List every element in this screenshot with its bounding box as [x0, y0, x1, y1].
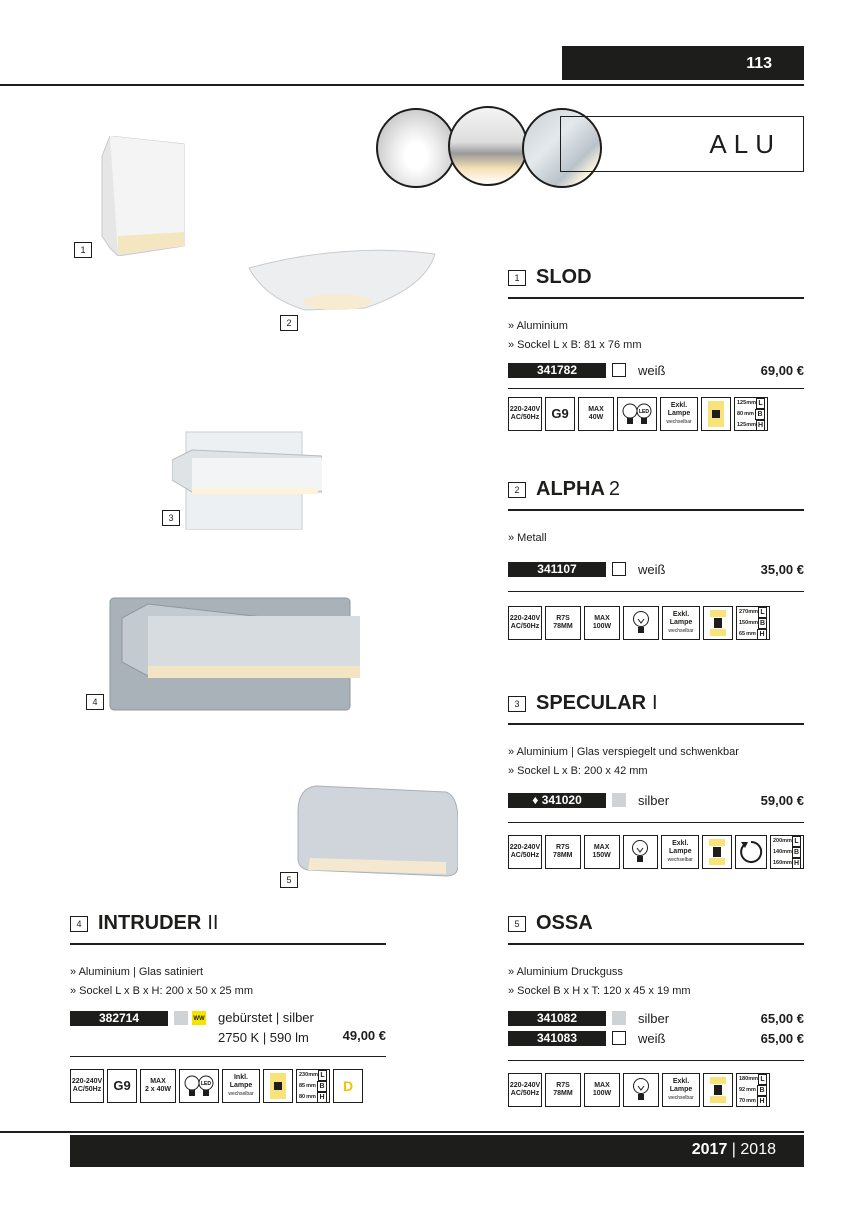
product-title	[508, 912, 804, 935]
divider	[508, 591, 804, 593]
article-code: 341083	[508, 1031, 606, 1046]
feature: » Sockel L x B: 81 x 76 mm	[508, 338, 642, 351]
voltage-icon: 220-240V AC/50Hz	[508, 835, 542, 869]
dimensions-icon: 125 mm L 80 mm B 125 mm H	[734, 397, 768, 431]
feature: » Aluminium | Glas satiniert	[70, 965, 204, 978]
spec-icons	[508, 1073, 804, 1107]
product-image-specular	[172, 420, 322, 530]
spec-icons	[70, 1069, 386, 1103]
warm-white-badge: WW	[192, 1011, 206, 1025]
article-code: 341107	[508, 562, 606, 577]
feature: » Aluminium Druckguss	[508, 965, 623, 978]
product-image-slod	[88, 136, 192, 256]
product-name: SPECULAR	[536, 692, 647, 714]
color-swatch-silver	[612, 793, 626, 807]
page-number: 113	[562, 46, 804, 80]
material-swatch-white	[376, 108, 456, 188]
dimensions-icon: 200 mm L 140 mm B 160 mm H	[770, 835, 804, 869]
divider	[508, 1060, 804, 1062]
variant-row	[508, 1031, 804, 1046]
product-number: 1	[508, 270, 526, 286]
feature: » Sockel B x H x T: 120 x 45 x 19 mm	[508, 984, 691, 997]
divider	[508, 943, 804, 945]
product-title	[70, 912, 386, 935]
voltage-icon: 220-240V AC/50Hz	[508, 606, 542, 640]
exkl-lamp-icon: Exkl. Lampe wechselbar	[660, 397, 698, 431]
color-swatch-white	[612, 363, 626, 377]
bottom-divider	[0, 1131, 804, 1133]
product-slod	[508, 266, 804, 431]
led-bulb-icon	[179, 1069, 219, 1103]
product-name: ALPHA	[536, 478, 605, 500]
product-suffix: I	[652, 692, 658, 714]
socket-icon: G9	[107, 1069, 137, 1103]
socket-icon: R7S 78MM	[545, 1073, 581, 1107]
max-watt-icon: MAX 100W	[584, 1073, 620, 1107]
product-number: 2	[508, 482, 526, 498]
price: 65,00 €	[760, 1010, 804, 1026]
led-bulb-icon	[617, 397, 657, 431]
feature: » Aluminium | Glas verspiegelt und schwenkbar	[508, 745, 739, 758]
dimensions-icon: 180 mm L 92 mm B 70 mm H	[736, 1073, 770, 1107]
exkl-lamp-icon: Exkl. Lampe wechselbar	[662, 606, 700, 640]
feature-list	[70, 963, 386, 1001]
light-direction-icon	[702, 835, 732, 869]
color-name: weiß	[638, 561, 666, 577]
color-swatch-silver	[612, 1011, 626, 1025]
color-name: weiß	[638, 1030, 666, 1046]
light-direction-icon	[263, 1069, 293, 1103]
divider	[508, 822, 804, 824]
image-label-5: 5	[280, 872, 298, 888]
product-name: SLOD	[536, 266, 592, 288]
category-title: ALU	[560, 116, 804, 172]
socket-icon: R7S 78MM	[545, 835, 581, 869]
bulb-icon	[623, 606, 659, 640]
price: 49,00 €	[342, 1027, 386, 1043]
feature-list	[508, 529, 804, 548]
product-specular	[508, 692, 804, 869]
exkl-lamp-icon: Exkl. Lampe wechselbar	[661, 835, 699, 869]
color-name: weiß	[638, 362, 666, 378]
spec-icons	[508, 397, 804, 431]
max-watt-icon: MAX 2 x 40W	[140, 1069, 176, 1103]
article-code: 341082	[508, 1011, 606, 1026]
voltage-icon: 220-240V AC/50Hz	[508, 1073, 542, 1107]
exkl-lamp-icon: Exkl. Lampe wechselbar	[662, 1073, 700, 1107]
product-number: 3	[508, 696, 526, 712]
svg-text:LED: LED	[201, 1081, 211, 1087]
article-code: 341782	[508, 363, 606, 378]
divider	[508, 723, 804, 725]
dimensions-icon: 270 mm L 150 mm B 65 mm H	[736, 606, 770, 640]
image-label-2: 2	[280, 315, 298, 331]
article-code: ♦ 341020	[508, 793, 606, 808]
energy-class-icon: D	[333, 1069, 363, 1103]
color-swatch-white	[612, 1031, 626, 1045]
product-name: OSSA	[536, 912, 593, 934]
dimensions-icon: 230 mm L 85 mm B 80 mm H	[296, 1069, 330, 1103]
product-title	[508, 266, 804, 289]
image-label-1: 1	[74, 242, 92, 258]
price: 35,00 €	[760, 561, 804, 577]
price: 59,00 €	[760, 792, 804, 808]
feature-list	[508, 963, 804, 1001]
divider	[508, 297, 804, 299]
max-watt-icon: MAX 100W	[584, 606, 620, 640]
spec-icons	[508, 606, 804, 640]
feature-list	[508, 743, 804, 781]
color-swatch-silver	[174, 1011, 188, 1025]
light-direction-icon	[703, 1073, 733, 1107]
feature: » Aluminium	[508, 319, 568, 332]
voltage-icon: 220-240V AC/50Hz	[508, 397, 542, 431]
light-direction-icon	[701, 397, 731, 431]
socket-icon: R7S 78MM	[545, 606, 581, 640]
product-suffix: II	[207, 912, 219, 934]
feature: » Metall	[508, 531, 547, 544]
socket-icon: G9	[545, 397, 575, 431]
divider	[70, 1056, 386, 1058]
voltage-icon: 220-240V AC/50Hz	[70, 1069, 104, 1103]
inkl-lamp-icon: Inkl. Lampe wechselbar	[222, 1069, 260, 1103]
color-name: silber	[638, 1010, 670, 1026]
product-title	[508, 692, 804, 715]
color-name: silber	[638, 792, 670, 808]
product-image-intruder	[104, 596, 360, 712]
price: 65,00 €	[760, 1030, 804, 1046]
product-intruder	[70, 912, 386, 1103]
variant-row	[70, 1011, 386, 1048]
product-alpha	[508, 478, 804, 640]
variant-row	[508, 793, 804, 808]
top-divider	[0, 84, 804, 86]
variant-row	[508, 562, 804, 577]
product-name: INTRUDER	[98, 912, 202, 934]
feature: » Sockel L x B x H: 200 x 50 x 25 mm	[70, 984, 254, 997]
spec-icons	[508, 835, 804, 869]
year-separator: |	[731, 1141, 736, 1158]
variant-details	[218, 1008, 314, 1048]
year-next: 2018	[740, 1141, 776, 1158]
product-image-alpha	[245, 248, 437, 312]
footer-year	[70, 1135, 804, 1167]
color-name: gebürstet | silber	[218, 1009, 314, 1025]
color-swatch-white	[612, 562, 626, 576]
article-code: 382714	[70, 1011, 168, 1026]
price: 69,00 €	[760, 362, 804, 378]
light-spec: 2750 K | 590 lm	[218, 1029, 309, 1045]
bulb-icon	[623, 835, 659, 869]
feature: » Sockel L x B: 200 x 42 mm	[508, 764, 648, 777]
light-direction-icon	[703, 606, 733, 640]
product-number: 4	[70, 916, 88, 932]
product-title	[508, 478, 804, 501]
bulb-icon	[623, 1073, 659, 1107]
divider	[70, 943, 386, 945]
max-watt-icon: MAX 150W	[584, 835, 620, 869]
image-label-3: 3	[162, 510, 180, 526]
divider	[508, 509, 804, 511]
image-label-4: 4	[86, 694, 104, 710]
product-number: 5	[508, 916, 526, 932]
variant-row	[508, 363, 804, 378]
year-current: 2017	[691, 1141, 728, 1158]
swivel-icon	[735, 835, 767, 869]
material-swatch-lamp	[448, 106, 528, 186]
variant-row	[508, 1011, 804, 1026]
product-ossa	[508, 912, 804, 1107]
max-watt-icon: MAX 40W	[578, 397, 614, 431]
svg-text:LED: LED	[639, 409, 649, 415]
feature-list	[508, 317, 804, 355]
divider	[508, 388, 804, 390]
product-suffix: 2	[608, 478, 621, 500]
product-image-ossa	[296, 782, 458, 878]
